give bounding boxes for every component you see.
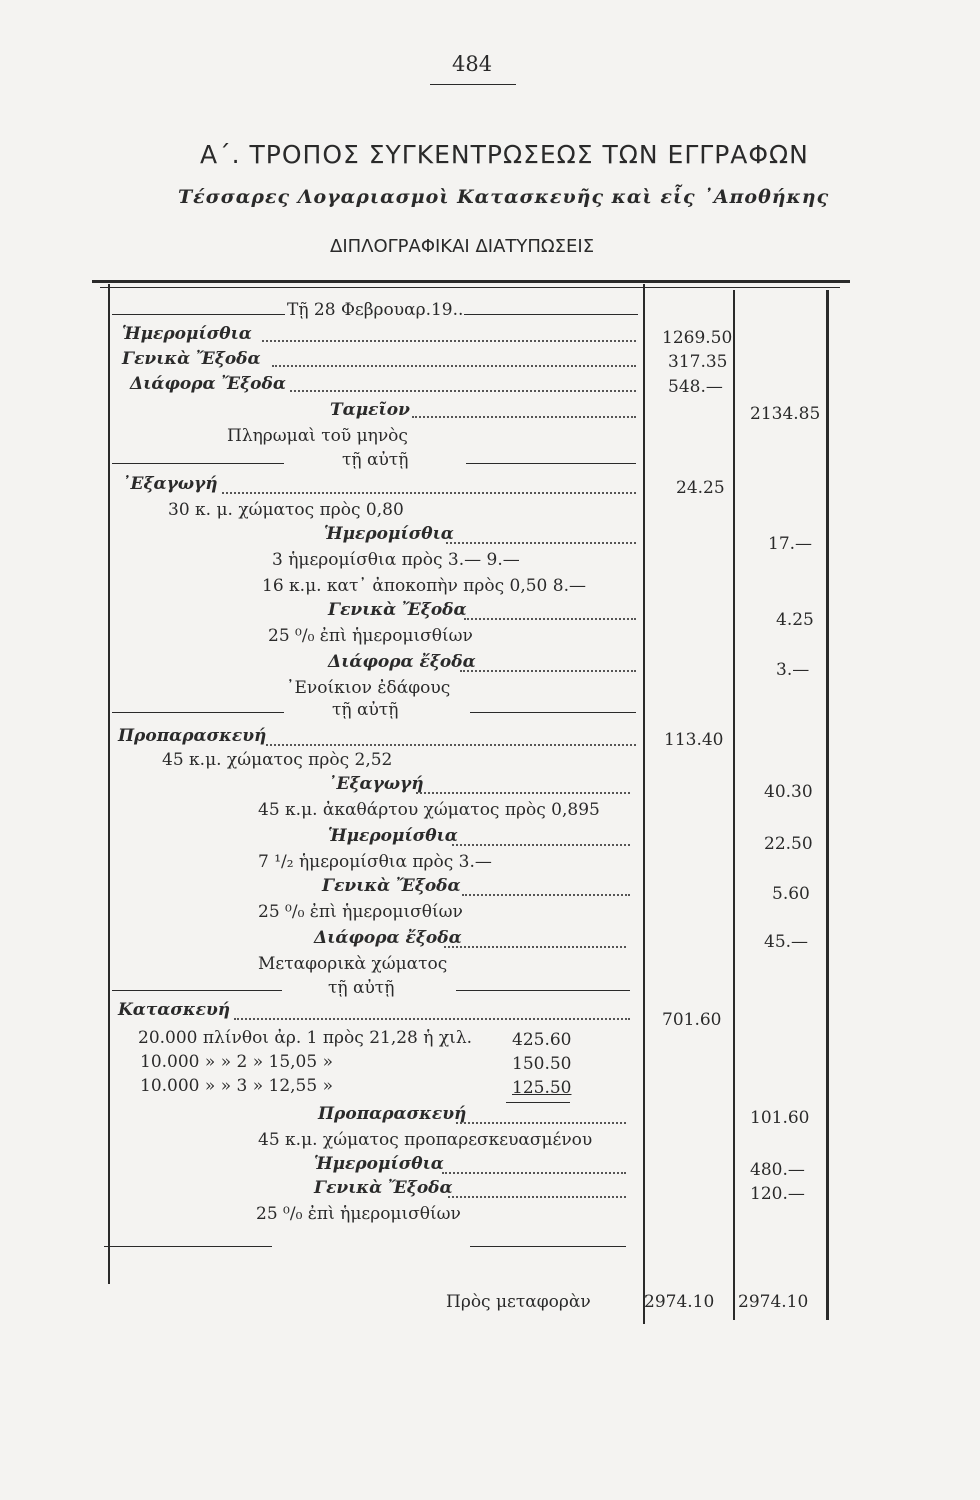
entry-narrative: 25 ⁰/₀ ἐπὶ ἡμερομισθίων — [268, 626, 473, 646]
carried-forward-label: Πρὸς μεταφορὰν — [446, 1292, 591, 1312]
credit-account: Ταμεῖον — [330, 400, 410, 420]
entry-narrative: Μεταφορικὰ χώματος — [258, 954, 448, 974]
credit-amount: 22.50 — [764, 834, 813, 854]
page-number-underline — [430, 84, 516, 85]
leader-dots — [444, 946, 626, 948]
entry-narrative: 30 κ. μ. χώματος πρὸς 0,80 — [168, 500, 404, 520]
credit-amount: 3.— — [776, 660, 810, 680]
debit-amount: 548.— — [668, 377, 723, 397]
same-date-label: τῇ αὐτῇ — [332, 700, 399, 720]
leader-dots — [222, 492, 636, 494]
date-rule-left — [112, 314, 285, 315]
same-date-label: τῇ αὐτῇ — [342, 450, 409, 470]
entry-narrative: 45 κ.μ. ἀκαθάρτου χώματος πρὸς 0,895 — [258, 800, 600, 820]
carried-forward-credit: 2974.10 — [738, 1292, 809, 1312]
credit-amount: 101.60 — [750, 1108, 810, 1128]
credit-account: Διάφορα ἔξοδα — [328, 652, 476, 672]
credit-account: Γενικὰ Ἔξοδα — [322, 876, 461, 896]
brick-line-amount: 425.60 — [512, 1030, 572, 1050]
subtotal-rule — [506, 1102, 570, 1103]
leader-dots — [464, 618, 636, 620]
leader-dots — [452, 844, 630, 846]
page-subtitle: Τέσσαρες Λογαριασμοὶ Κατασκευῆς καὶ εἷς ᾿Αποθήκης — [178, 186, 830, 208]
closing-rule-right — [470, 1246, 626, 1247]
credit-account: Προπαρασκευή — [318, 1104, 467, 1124]
credit-amount: 5.60 — [772, 884, 810, 904]
debit-column-divider — [643, 284, 645, 1324]
table-top-rule-2 — [100, 287, 840, 288]
separator-rule-left — [112, 990, 282, 991]
closing-rule-left — [104, 1246, 272, 1247]
entry-narrative: 3 ἡμερομίσθια πρὸς 3.— 9.— — [272, 550, 520, 570]
entry-date: Τῇ 28 Φεβρουαρ.19.. — [287, 300, 464, 320]
leader-dots — [456, 1122, 626, 1124]
brick-line-description: 10.000 » » 2 » 15,05 » — [140, 1052, 333, 1072]
separator-rule-right — [470, 712, 636, 713]
leader-dots — [266, 744, 636, 746]
debit-amount: 701.60 — [662, 1010, 722, 1030]
entry-narrative: 25 ⁰/₀ ἐπὶ ἡμερομισθίων — [256, 1204, 461, 1224]
separator-rule-left — [112, 712, 284, 713]
credit-account: Ἡμερομίσθια — [314, 1154, 444, 1174]
separator-rule-left — [112, 463, 284, 464]
page-number: 484 — [452, 52, 493, 76]
credit-amount: 40.30 — [764, 782, 813, 802]
leader-dots — [262, 340, 636, 342]
credit-account: Γενικὰ Ἔξοδα — [314, 1178, 453, 1198]
right-border — [826, 290, 829, 1320]
credit-account: Γενικὰ Ἔξοδα — [328, 600, 467, 620]
entry-narrative: 45 κ.μ. χώματος προπαρεσκευασμένου — [258, 1130, 593, 1150]
debit-account: Γενικὰ Ἔξοδα — [122, 349, 261, 369]
credit-amount: 17.— — [768, 534, 813, 554]
brick-line-description: 10.000 » » 3 » 12,55 » — [140, 1076, 333, 1096]
leader-dots — [234, 1018, 630, 1020]
brick-line-amount: 125.50 — [512, 1078, 572, 1098]
debit-amount: 1269.50 — [662, 328, 733, 348]
debit-amount: 317.35 — [668, 352, 728, 372]
leader-dots — [442, 1172, 626, 1174]
debit-account: Κατασκευή — [118, 1000, 231, 1020]
entry-narrative: ᾿Ενοίκιον ἐδάφους — [286, 678, 451, 698]
debit-account: ᾿Εξαγωγή — [122, 474, 218, 494]
same-date-label: τῇ αὐτῇ — [328, 978, 395, 998]
carried-forward-debit: 2974.10 — [644, 1292, 715, 1312]
table-top-rule — [92, 280, 850, 283]
leader-dots — [272, 365, 636, 367]
left-border — [108, 284, 110, 1284]
entry-narrative: 16 κ.μ. κατ᾿ ἀποκοπὴν πρὸς 0,50 8.— — [262, 576, 586, 596]
credit-amount: 120.— — [750, 1184, 805, 1204]
leader-dots — [290, 390, 636, 392]
leader-dots — [460, 670, 636, 672]
entry-narrative: Πληρωμαὶ τοῦ μηνὸς — [227, 426, 408, 446]
credit-column-divider — [733, 290, 735, 1320]
leader-dots — [412, 416, 636, 418]
leader-dots — [416, 792, 630, 794]
separator-rule-right — [456, 990, 630, 991]
separator-rule-right — [466, 463, 636, 464]
debit-account: Προπαρασκευή — [118, 726, 267, 746]
debit-account: Διάφορα Ἔξοδα — [130, 374, 286, 394]
debit-amount: 113.40 — [664, 730, 724, 750]
credit-account: Ἡμερομίσθια — [328, 826, 458, 846]
leader-dots — [446, 542, 636, 544]
debit-amount: 24.25 — [676, 478, 725, 498]
section-heading: ΔΙΠΛΟΓΡΑΦΙΚΑΙ ΔΙΑΤΥΠΩΣΕΙΣ — [330, 236, 595, 257]
leader-dots — [448, 1196, 626, 1198]
page-title: Α΄. ΤΡΟΠΟΣ ΣΥΓΚΕΝΤΡΩΣΕΩΣ ΤΩΝ ΕΓΓΡΑΦΩΝ — [200, 140, 809, 169]
credit-amount: 45.— — [764, 932, 809, 952]
credit-amount: 2134.85 — [750, 404, 821, 424]
entry-narrative: 45 κ.μ. χώματος πρὸς 2,52 — [162, 750, 393, 770]
brick-line-description: 20.000 πλίνθοι ἀρ. 1 πρὸς 21,28 ἡ χιλ. — [138, 1028, 473, 1048]
credit-amount: 480.— — [750, 1160, 805, 1180]
entry-narrative: 7 ¹/₂ ἡμερομίσθια πρὸς 3.— — [258, 852, 492, 872]
debit-account: Ἡμερομίσθια — [122, 324, 252, 344]
credit-account: Διάφορα ἔξοδα — [314, 928, 462, 948]
credit-account: Ἡμερομίσθια — [324, 524, 454, 544]
entry-narrative: 25 ⁰/₀ ἐπὶ ἡμερομισθίων — [258, 902, 463, 922]
credit-account: ᾿Εξαγωγή — [328, 774, 424, 794]
credit-amount: 4.25 — [776, 610, 814, 630]
brick-line-amount: 150.50 — [512, 1054, 572, 1074]
leader-dots — [462, 894, 630, 896]
date-rule-right — [464, 314, 638, 315]
